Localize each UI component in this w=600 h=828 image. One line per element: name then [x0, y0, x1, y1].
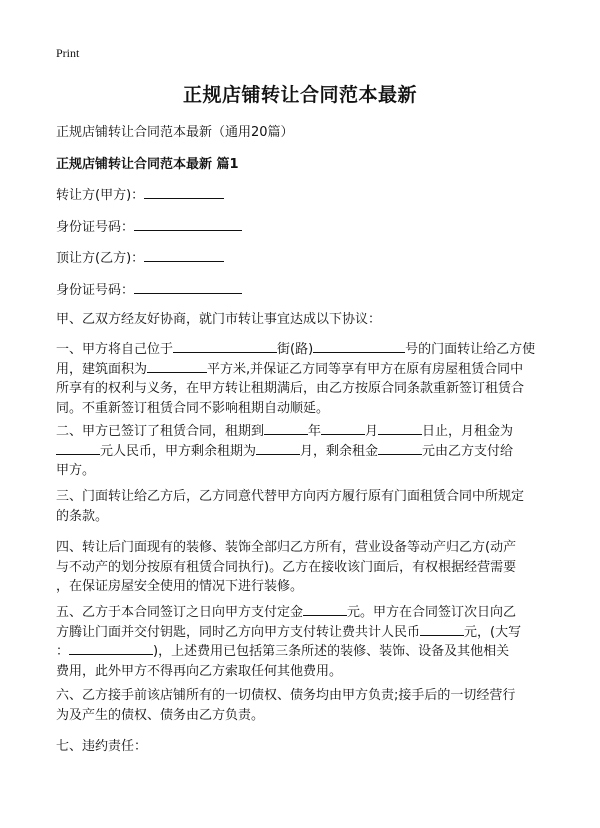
clause-5-text: 元，(大写: [464, 624, 522, 640]
transferee-id-label: 身份证号码：: [56, 283, 135, 298]
clause-1-text: 用，建筑面积为: [56, 361, 148, 377]
clause-4-text: 四、转让后门面现有的装修、装饰全部归乙方所有，营业设备等动产归乙方(动产: [56, 540, 517, 555]
area-blank[interactable]: [147, 360, 207, 373]
clause-2-text: 元由乙方支付给: [422, 443, 514, 459]
clause-5-text: 元。甲方在合同签订次日向乙: [347, 605, 517, 620]
transferee-id-blank[interactable]: [134, 281, 242, 294]
clause-2-text: 甲方。: [56, 463, 96, 478]
clause-2-text: 日止，月租金为: [422, 424, 514, 439]
clause-3-text: 的条款。: [56, 508, 109, 524]
transferee-id-field: [56, 279, 242, 298]
transferee-field: [56, 247, 224, 266]
clause-1-text: 号的门面转让给乙方使: [405, 342, 536, 357]
remaining-term-blank[interactable]: [256, 442, 300, 455]
monthly-rent-blank[interactable]: [56, 442, 100, 455]
transferee-label: 顶让方(乙方)：: [56, 251, 145, 266]
street-blank[interactable]: [173, 340, 277, 353]
clause-3: [56, 487, 556, 526]
remaining-rent-blank[interactable]: [378, 442, 422, 455]
clause-1: [56, 340, 556, 418]
clause-1-text: 一、甲方将自己位于: [56, 342, 174, 357]
transferor-blank[interactable]: [144, 186, 224, 199]
clause-7: 七、违约责任：: [56, 739, 148, 754]
fee-in-words-blank[interactable]: [69, 642, 153, 655]
document-title: 正规店铺转让合同范本最新: [182, 84, 417, 106]
clause-2-text: 月，剩余租金: [300, 443, 379, 459]
clause-6-text: 为及产生的债权、债务由乙方负责。: [56, 707, 265, 723]
clause-5-text: 方腾让门面并交付钥匙，同时乙方向甲方支付转让费共计人民币: [56, 624, 421, 640]
deposit-blank[interactable]: [303, 603, 347, 616]
transfer-fee-blank[interactable]: [420, 623, 464, 636]
clause-4-text: ，在保证房屋安全使用的情况下进行装修。: [56, 579, 304, 594]
day-blank[interactable]: [378, 422, 422, 435]
clause-4: [56, 538, 556, 597]
clause-1-text: 平方米,并保证乙方同等享有甲方在原有房屋租赁合同中: [207, 361, 524, 377]
transferor-id-blank[interactable]: [134, 218, 242, 231]
clause-6-text: 六、乙方接手前该店铺所有的一切债权、债务均由甲方负责;接手后的一切经营行: [56, 688, 516, 703]
section-heading: 正规店铺转让合同范本最新 篇1: [56, 157, 239, 172]
transferor-field: [56, 184, 224, 203]
clause-5-text: 费用，此外甲方不得再向乙方索取任何其他费用。: [56, 663, 343, 679]
number-blank[interactable]: [313, 340, 405, 353]
clause-1-text: 街(路): [277, 342, 314, 357]
document-subtitle: 正规店铺转让合同范本最新（通用20篇）: [56, 125, 294, 140]
month-blank[interactable]: [321, 422, 365, 435]
clause-5: [56, 603, 556, 681]
clause-5-text: ：: [56, 644, 70, 659]
clause-1-text: 同。不重新签订租赁合同不影响租期自动顺延。: [56, 400, 330, 416]
transferor-label: 转让方(甲方)：: [56, 188, 145, 203]
transferor-id-label: 身份证号码：: [56, 220, 135, 235]
clause-5-text: 五、乙方于本合同签订之日向甲方支付定金: [56, 605, 304, 620]
clause-1-text: 所享有的权利与义务，在甲方转让租期满后，由乙方按原合同条款重新签订租赁合: [56, 381, 525, 396]
clause-2: [56, 422, 556, 481]
clause-2-text: 元人民币，甲方剩余租期为: [100, 443, 257, 459]
transferor-id-field: [56, 216, 242, 235]
year-blank[interactable]: [264, 422, 308, 435]
clause-5-text: )，上述费用已包括第三条所述的装修、装饰、设备及其他相关: [153, 644, 510, 659]
intro-paragraph: 甲、乙双方经友好协商，就门市转让事宜达成以下协议：: [56, 312, 382, 327]
clause-2-text: 年: [308, 424, 322, 439]
clause-6: [56, 686, 556, 725]
clause-4-text: 与不动产的划分按原有租赁合同执行)。乙方在接收该门面后，有权根据经营需要: [56, 559, 517, 575]
clause-2-text: 月: [365, 424, 379, 439]
print-link[interactable]: Print: [56, 46, 80, 60]
clause-3-text: 三、门面转让给乙方后，乙方同意代替甲方向丙方履行原有门面租赁合同中所规定: [56, 489, 525, 504]
clause-2-text: 二、甲方已签订了租赁合同，租期到: [56, 424, 265, 439]
transferee-blank[interactable]: [144, 249, 224, 262]
